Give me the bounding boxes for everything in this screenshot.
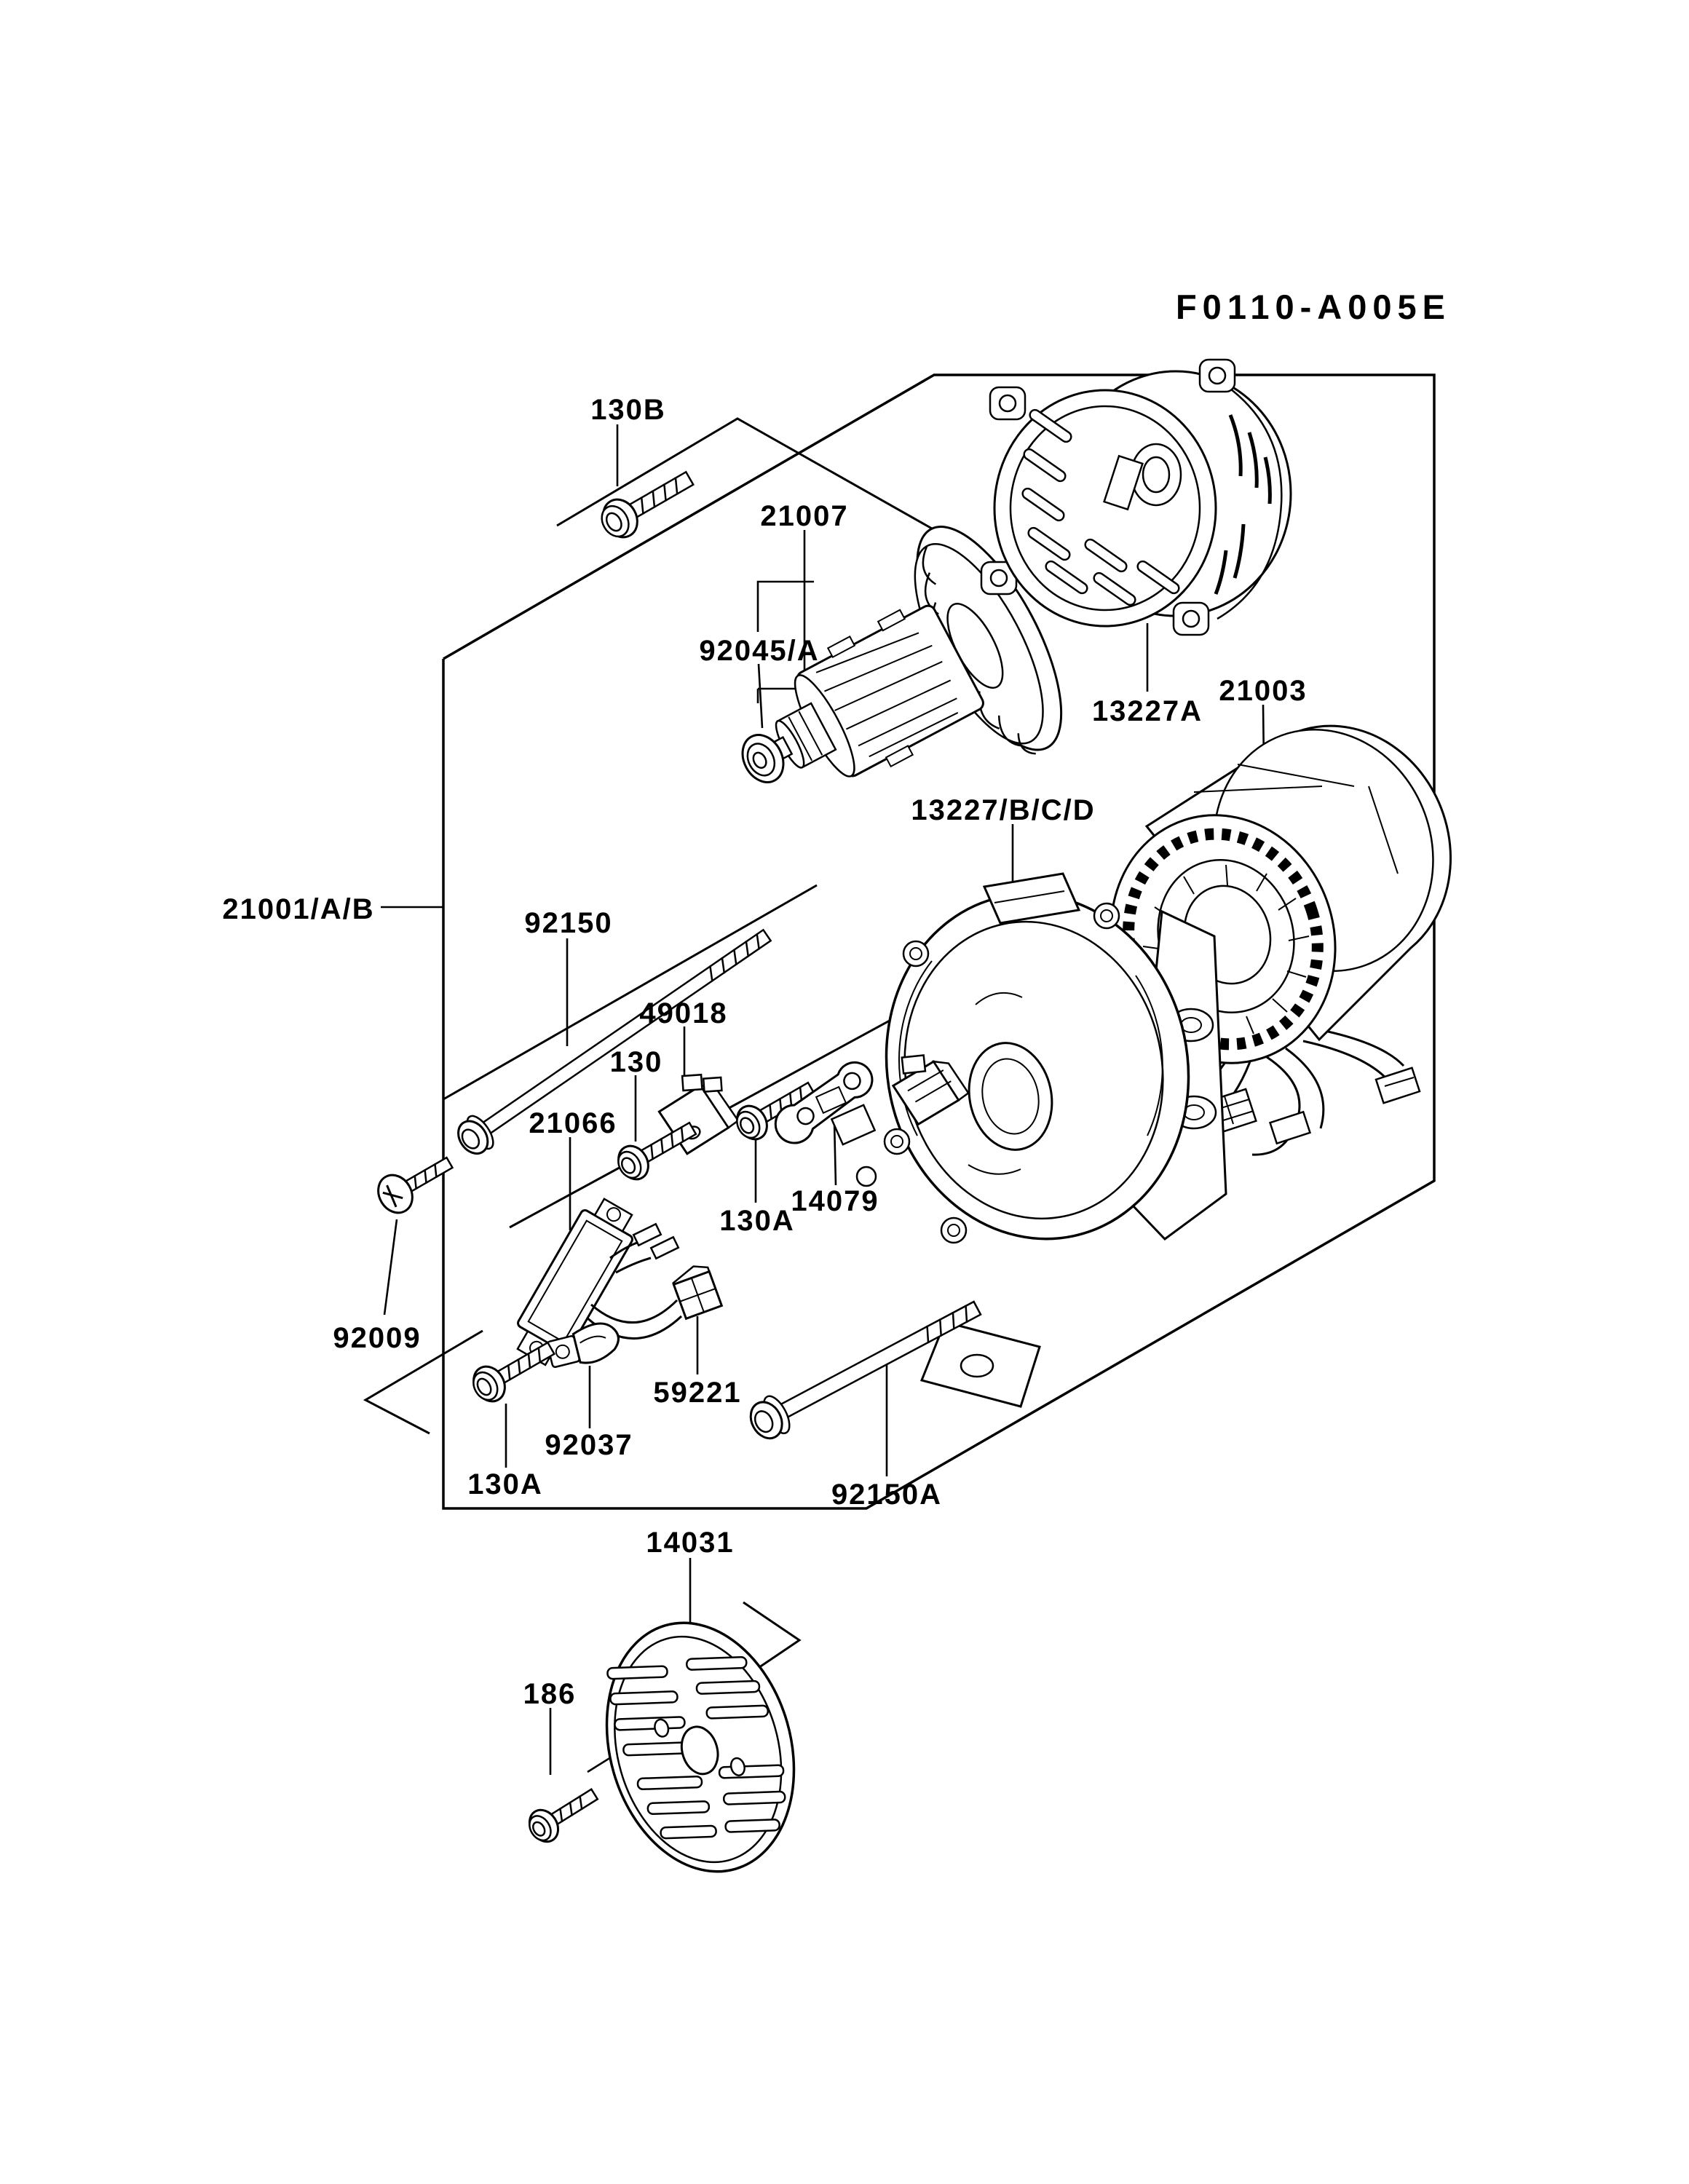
part-carrier-13227BCD: [831, 866, 1226, 1406]
label-130A-lower: 130A: [467, 1468, 543, 1500]
part-screw-92009: [371, 1146, 459, 1219]
part-bolt-130B: [595, 462, 700, 545]
label-21003: 21003: [1219, 675, 1308, 707]
part-grille-14031: [579, 1601, 822, 1894]
diagram-code: F0110-A005E: [1175, 288, 1452, 326]
label-92045A: 92045/A: [699, 635, 820, 667]
label-59221: 59221: [653, 1377, 742, 1409]
label-92150: 92150: [524, 907, 613, 939]
label-21001AB: 21001/A/B: [222, 893, 375, 925]
part-bolt-186: [523, 1780, 604, 1848]
label-13227BCD: 13227/B/C/D: [911, 794, 1096, 826]
label-49018: 49018: [639, 997, 728, 1029]
label-130B: 130B: [590, 394, 666, 426]
label-186: 186: [523, 1678, 577, 1710]
label-92037: 92037: [545, 1429, 633, 1461]
label-14079: 14079: [791, 1185, 879, 1217]
label-130A-center: 130A: [719, 1205, 795, 1237]
part-bolt-130A-lower: [467, 1332, 560, 1407]
label-130: 130: [609, 1046, 663, 1078]
label-13227A: 13227A: [1091, 695, 1203, 727]
label-21007: 21007: [760, 500, 849, 532]
label-92150A: 92150A: [831, 1479, 943, 1511]
part-end-cover-13227A: [981, 360, 1291, 635]
label-92009: 92009: [333, 1322, 422, 1354]
label-14031: 14031: [646, 1527, 735, 1559]
label-21066: 21066: [529, 1107, 617, 1139]
